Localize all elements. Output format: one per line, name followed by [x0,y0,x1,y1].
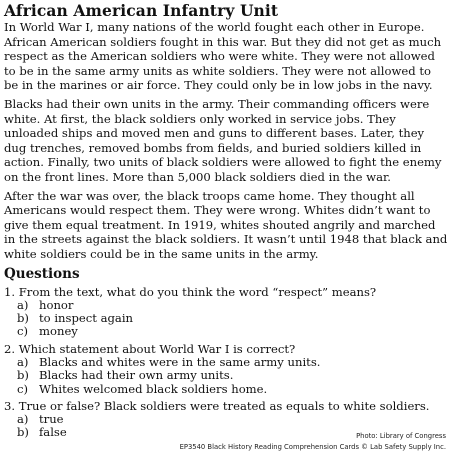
question-3-text: 3. True or false? Black soldiers were treated as equals to white soldiers. [4,398,430,413]
question-block-1 [4,285,448,339]
option-text: money [39,324,78,339]
paragraph-2: Blacks had their own units in the army. Their commanding officers were white. At first, the black soldiers only worked in service jobs. They unloaded ships and moved men and guns to different bases. Later, they dug trenches, removed bombs from fields, and buried soldiers killed in action. Finally, two units of black soldiers were allowed to fight the enemy on the front lines. More than 5,000 black soldiers died in the war. [4,96,442,184]
paragraph-3: After the war was over, the black troops came home. They thought all Americans would respect them. They were wrong. Whites didn’t want to give them equal treatment. In 1919, whites shouted angrily and marched in the streets against the black soldiers. It wasn’t until 1948 that black and white soldiers could be in the same units in the army. [4,188,448,261]
question-1-options [4,299,448,339]
option-letter: a) [17,411,29,426]
reading-passage [4,20,448,262]
question-3-option-a [4,413,448,426]
option-text: Whites welcomed black soldiers home. [39,381,268,396]
paragraph-1: In World War I, many nations of the world fought each other in Europe. African American soldiers fought in this war. But they did not get as much respect as the American soldiers who were white. They were not allowed to be in the same army units as white soldiers. They were not allowed to be in the marines or air force. They could only be in low jobs in the navy. [4,20,442,93]
option-text: Blacks had their own army units. [39,368,234,383]
question-2-option-a [4,356,448,369]
questions-heading: Questions [4,265,80,282]
source-line: EP3540 Black History Reading Comprehension Cards © Lab Safety Supply Inc. [179,443,446,451]
option-letter: b) [17,368,29,383]
photo-credit: Photo: Library of Congress [356,432,446,440]
page-title: African American Infantry Unit [4,1,279,20]
option-text: honor [39,297,74,312]
option-text: to inspect again [39,310,133,325]
option-letter: a) [17,354,29,369]
question-1-text: 1. From the text, what do you think the word “respect” means? [4,284,377,299]
question-2-option-c [4,383,448,396]
option-letter: b) [17,425,29,440]
question-1-option-c [4,325,448,338]
option-letter: c) [17,324,29,339]
question-1-option-b [4,312,448,325]
option-letter: a) [17,297,29,312]
option-letter: c) [17,381,29,396]
option-text: false [39,425,67,440]
option-letter: b) [17,310,29,325]
option-text: Blacks and whites were in the same army units. [39,354,321,369]
option-text: true [39,411,64,426]
question-2-text: 2. Which statement about World War I is correct? [4,341,296,356]
question-2-options [4,356,448,396]
question-block-2 [4,342,448,396]
question-1-option-a [4,299,448,312]
reading-card [4,0,448,442]
question-2-option-b [4,369,448,382]
